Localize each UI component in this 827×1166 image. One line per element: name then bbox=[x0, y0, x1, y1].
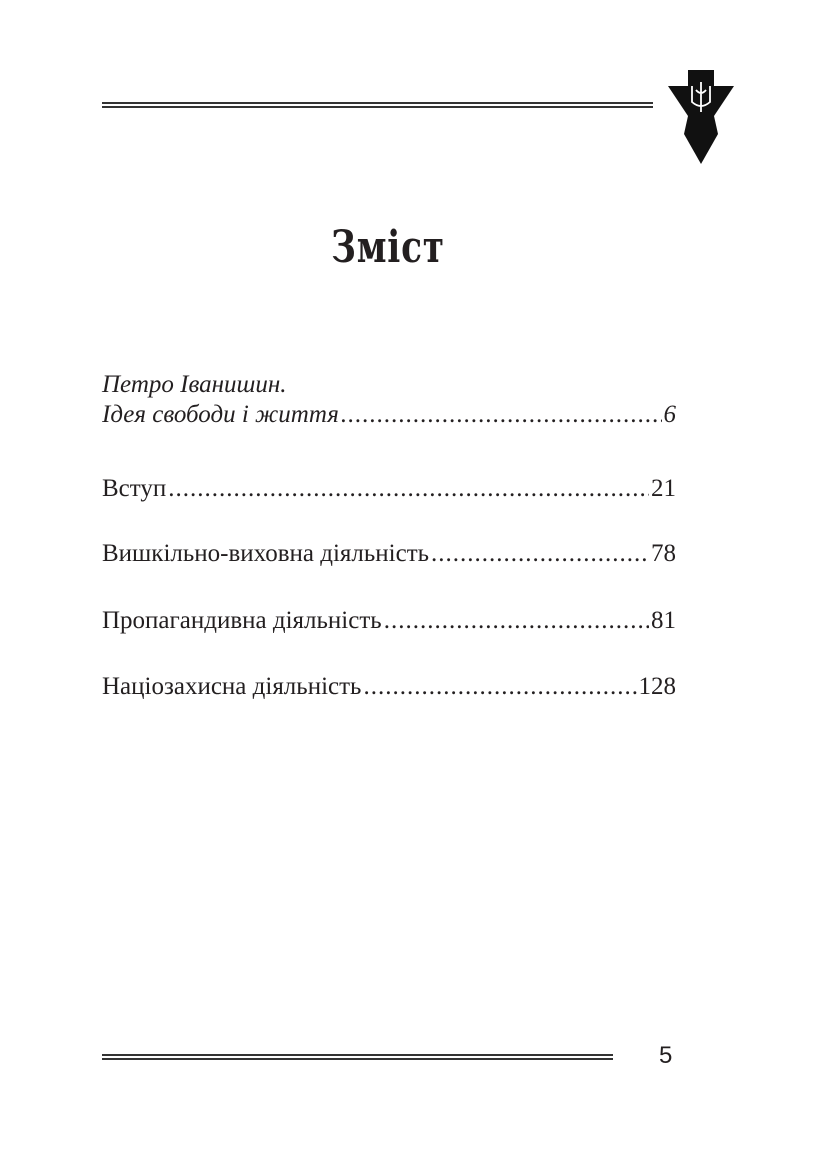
toc-entry bbox=[102, 606, 676, 636]
toc-label: Ідея свободи і життя bbox=[102, 401, 339, 428]
toc-page: 78 bbox=[651, 540, 676, 567]
toc-entry bbox=[102, 539, 676, 569]
footer-rule bbox=[102, 1054, 613, 1060]
toc-label: Вступ bbox=[102, 475, 167, 502]
dot-leader bbox=[431, 539, 649, 569]
toc-entry bbox=[102, 474, 676, 504]
dot-leader bbox=[168, 474, 649, 504]
toc-entry bbox=[102, 672, 676, 702]
page-title: Зміст bbox=[331, 222, 445, 273]
dot-leader bbox=[384, 606, 649, 636]
header-rule bbox=[102, 102, 653, 108]
toc-page: 6 bbox=[663, 401, 676, 428]
trident-emblem-icon bbox=[664, 68, 738, 166]
toc-label: Вишкільно-виховна діяльність bbox=[102, 540, 430, 567]
dot-leader bbox=[363, 672, 636, 702]
toc-label: Націозахисна діяльність bbox=[102, 673, 362, 700]
dot-leader bbox=[341, 400, 662, 430]
toc-page: 128 bbox=[638, 673, 676, 700]
toc-page: 81 bbox=[651, 607, 676, 634]
toc-author: Петро Іванишин. bbox=[102, 371, 287, 398]
toc-entry bbox=[102, 370, 676, 430]
toc-label: Пропагандивна діяльність bbox=[102, 607, 382, 634]
page-number: 5 bbox=[659, 1042, 673, 1069]
toc-page: 21 bbox=[651, 475, 676, 502]
